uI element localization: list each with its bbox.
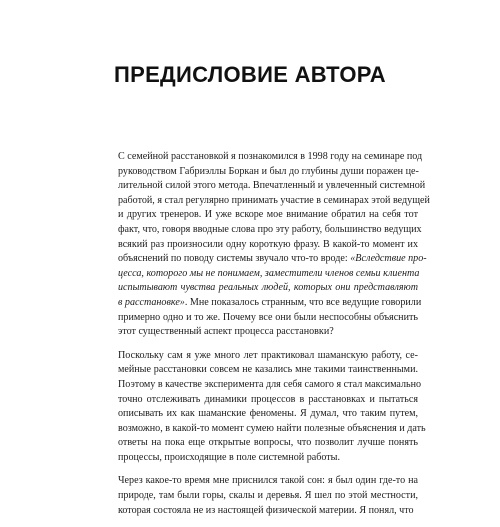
text-line xyxy=(118,179,426,194)
text-line xyxy=(118,489,418,504)
text-line xyxy=(118,325,418,340)
text-run: природе, там были горы, скалы и деревья. Я шел по этой местности, xyxy=(118,490,418,502)
text-line xyxy=(118,311,418,326)
text-line xyxy=(118,208,418,223)
page-title: ПРЕДИСЛОВИЕ АВТОРА xyxy=(114,62,386,87)
text-line xyxy=(118,474,418,489)
text-line xyxy=(118,150,423,165)
text-line xyxy=(118,436,418,451)
text-line xyxy=(118,504,418,519)
italic-text: цесса, которого мы не понимаем, заместители членов семьи клиента xyxy=(118,267,420,279)
text-run: примерно одно и то же. Почему все они были неспособны объяснить xyxy=(118,311,418,323)
text-run: и других тренеров. И уже вскоре мое внимание обратил на себя тот xyxy=(118,209,418,221)
text-run: ответы на пока еще открытые вопросы, что позволит лучше понять xyxy=(118,437,418,449)
text-line xyxy=(118,281,418,296)
text-run: этот существенный аспект процесса расстановки? xyxy=(118,326,334,338)
text-run: лительной силой этого метода. Впечатленный и увлеченный системной xyxy=(118,180,426,192)
text-run: всякий раз произносили одну короткую фразу. В какой-то момент их xyxy=(118,238,418,250)
text-run: руководством Габриэллы Боркан и был до глубины души поражен це- xyxy=(118,165,419,177)
text-line xyxy=(118,296,422,311)
text-run: объяснений по поводу системы звучало что-то вроде: xyxy=(118,253,351,265)
paragraph xyxy=(118,150,430,340)
italic-text: испытывают чувства реальных людей, которых они представляют xyxy=(118,282,418,294)
body-text xyxy=(118,150,430,527)
italic-text: «Вследствие про- xyxy=(350,253,427,265)
paragraph xyxy=(118,349,426,466)
text-run: возможно, в какой-то момент сумею найти полезные объяснения и дать xyxy=(118,422,426,434)
text-run: процессы, происходящие в поле системной работы. xyxy=(118,451,340,463)
text-run: мейные расстановки совсем не казались мне такими таинственными. xyxy=(118,364,418,376)
text-run: С семейной расстановкой я познакомился в 1998 году на семинаре под xyxy=(118,151,423,162)
text-line xyxy=(118,223,422,238)
text-run: Поскольку сам я уже много лет практиковал шаманскую работу, се- xyxy=(118,349,418,361)
text-run: точно отслеживать динамики процессов в расстановках и пытаться xyxy=(118,393,418,405)
text-line xyxy=(118,267,418,282)
text-line xyxy=(118,165,418,180)
text-line xyxy=(118,422,426,437)
text-line xyxy=(118,407,418,422)
text-line xyxy=(118,194,430,209)
text-run: Поэтому в качестве эксперимента для себя самого я стал максимально xyxy=(118,378,422,390)
italic-text: в расстановке» xyxy=(118,296,185,308)
text-line xyxy=(118,252,427,267)
paragraph xyxy=(118,474,418,518)
text-line xyxy=(118,363,418,378)
text-line xyxy=(118,451,418,466)
text-run: факт, что, говоря вводные слова про эту работу, большинство ведущих xyxy=(118,223,422,235)
text-line xyxy=(118,393,418,408)
text-run: работой, я стал регулярно принимать участие в семинарах этой ведущей xyxy=(118,194,430,206)
text-run: . Мне показалось странным, что все ведущие говорили xyxy=(184,296,422,308)
text-run: Через какое-то время мне приснился такой сон: я был один где-то на xyxy=(118,475,418,487)
text-line xyxy=(118,238,418,253)
text-line xyxy=(118,378,422,393)
text-line xyxy=(118,349,418,364)
text-run: описывать их как шаманские феномены. Я думал, что таким путем, xyxy=(118,408,418,420)
text-run: которая состояла не из настоящей физической материи. Я понял, что xyxy=(118,504,414,516)
